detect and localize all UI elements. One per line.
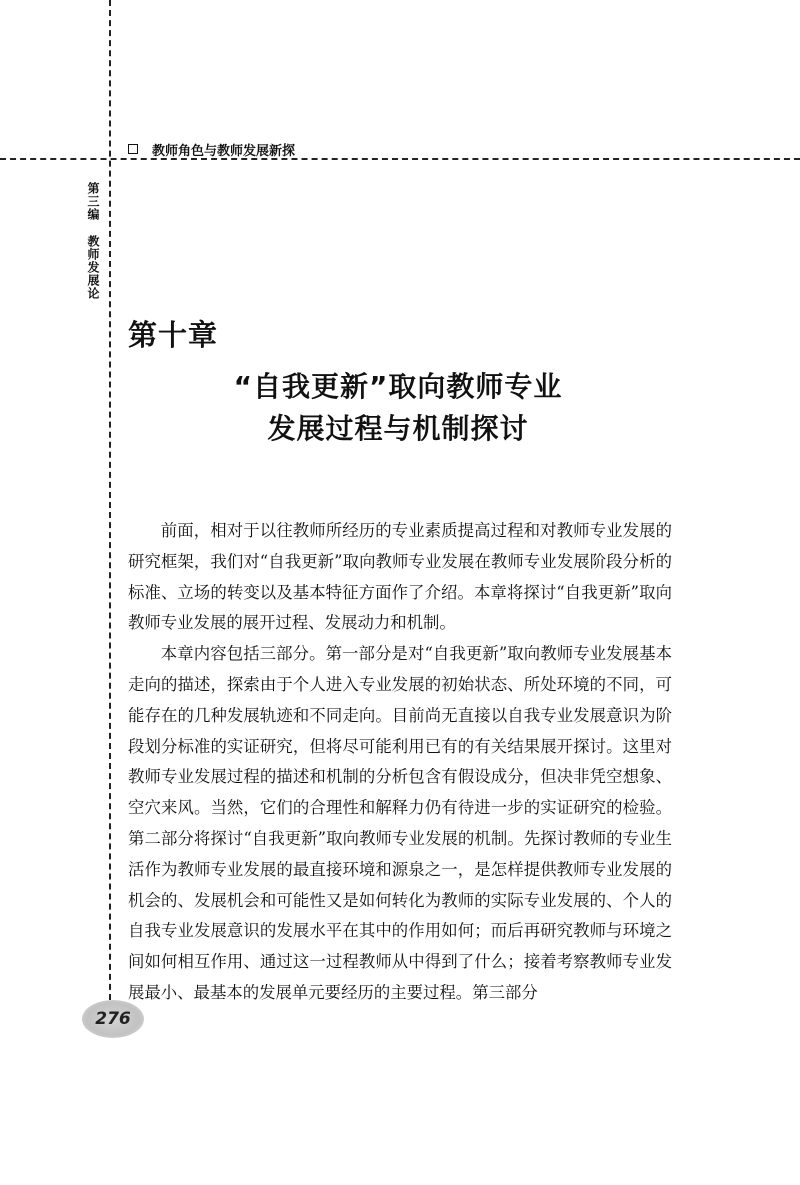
running-header xyxy=(128,139,295,159)
page-number-badge xyxy=(82,1000,144,1038)
part-title: 教师发展论 xyxy=(86,235,100,300)
chapter-title xyxy=(128,366,668,450)
paragraph-1: 前面，相对于以往教师所经历的专业素质提高过程和对教师专业发展的研究框架，我们对“自我更新”取向教师专业发展在教师专业发展阶段分析的标准、立场的转变以及基本特征方面作了介绍。本章将探讨“自我更新”取向教师专业发展的展开过程、发展动力和机制。 xyxy=(128,521,672,633)
vertical-dashed-rule xyxy=(109,0,111,1010)
part-label: 第三编 xyxy=(86,182,100,221)
chapter-number: 第十章 xyxy=(128,318,219,352)
running-title: 教师角色与教师发展新探 xyxy=(152,143,296,159)
part-side-label xyxy=(86,182,100,300)
paragraph-2: 本章内容包括三部分。第一部分是对“自我更新”取向教师专业发展基本走向的描述，探索由于个人进入专业发展的初始状态、所处环境的不同，可能存在的几种发展轨迹和不同走向。目前尚无直接以自我专业发展意识为阶段划分标准的实证研究，但将尽可能利用已有的有关结果展开探讨。这里对教师专业发展过程的描述和机制的分析包含有假设成分，但决非凭空想象、空穴来风。当然，它们的合理性和解释力仍有待进一步的实证研究的检验。第二部分将探讨“自我更新”取向教师专业发展的机制。先探讨教师的专业生活作为教师专业发展的最直接环境和源泉之一，是怎样提供教师专业发展的机会的、发展机会和可能性又是如何转化为教师的实际专业发展的、个人的自我专业发展意识的发展水平在其中的作用如何；而后再研究教师与环境之间如何相互作用、通过这一过程教师从中得到了什么；接着考察教师专业发展最小、最基本的发展单元要经历的主要过程。第三部分 xyxy=(128,644,672,1002)
horizontal-dashed-rule xyxy=(0,158,800,160)
square-outline-icon xyxy=(128,144,138,154)
chapter-title-line-2: 发展过程与机制探讨 xyxy=(267,412,529,445)
body-text xyxy=(128,516,672,1009)
page-number: 276 xyxy=(95,1009,131,1029)
chapter-title-line-1: “自我更新”取向教师专业 xyxy=(233,370,563,403)
